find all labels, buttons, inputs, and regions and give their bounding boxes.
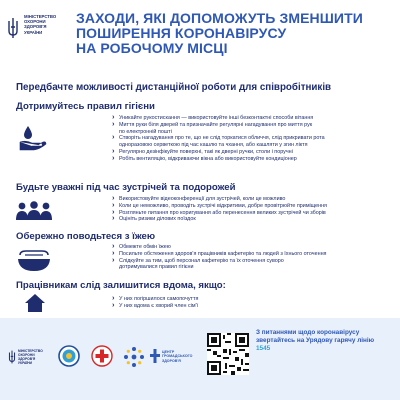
stay-home-list <box>112 296 397 310</box>
meetings-list <box>112 196 397 223</box>
hygiene-list <box>112 115 397 163</box>
list-item: › Уникайте рукостискання — використовуйте інші безконтактні способи вітання <box>112 115 397 122</box>
hand-wash-icon <box>18 124 48 152</box>
trident-icon <box>7 17 19 39</box>
home-icon <box>24 293 46 313</box>
list-item: › Обмежте обмін їжею <box>112 244 397 251</box>
page-title: ЗАХОДИ, ЯКІ ДОПОМОЖУТЬ ЗМЕНШИТИ ПОШИРЕННЯ КОРОНАВІРУСУ НА РОБОЧОМУ МІСЦІ <box>76 10 363 56</box>
food-bowl-icon <box>16 249 52 273</box>
qr-code-icon[interactable] <box>207 333 249 375</box>
hotline-text: З питаннями щодо коронавірусу звертайтесь на Урядову гарячу лінію 1545 <box>256 329 375 352</box>
public-health-center-logo <box>58 345 80 367</box>
red-cross-logo <box>91 345 113 367</box>
intro-heading: Передбачте можливості дистанційної роботи для співробітників <box>16 82 332 93</box>
food-list <box>112 244 397 271</box>
list-item: › Робіть вентиляцію, відкриваючи вікна або використовуйте кондиціонер <box>112 156 397 163</box>
who-star-logo <box>122 345 146 369</box>
section-heading-food: Обережно поводьтеся з їжею <box>16 231 156 242</box>
list-item: › Розгляньте питання про коригування або перенесення великих зустрічей чи зборів <box>112 210 397 217</box>
list-item: › Оцініть ризики ділових поїздок <box>112 216 397 223</box>
list-item: › Створіть нагадування про те, що не слід торкатися обличчя, слід прикривати рота одноразовою серветкою під час кашлю та чхання, або кашляти у згин ліктя <box>112 135 397 149</box>
ministry-name: МІНІСТЕРСТВО ОХОРОНИ ЗДОРОВ'Я УКРАЇНИ <box>24 14 57 35</box>
list-item: › Миття руки біля дверей та призначайте регулярні нагадування про миття рук по електронній пошті <box>112 122 397 136</box>
public-health-logo: ЦЕНТР ГРОМАДСЬКОГО ЗДОРОВ'Я <box>162 350 193 363</box>
meeting-people-icon <box>14 200 54 222</box>
public-health-mark-icon <box>150 349 160 363</box>
list-item: › Коли це неможливо, проводіть зустрічі відкритими, добре провітрюйте приміщення <box>112 203 397 210</box>
list-item: › Посильте обстеження здоров'я працівників кафетерію та людей з їхнього оточення <box>112 251 397 258</box>
section-heading-hygiene: Дотримуйтесь правил гігієни <box>16 101 155 112</box>
list-item: › Використовуйте відеоконференції для зустрічей, коли це можливо <box>112 196 397 203</box>
hotline-number[interactable]: 1545 <box>256 345 271 352</box>
list-item: › У них погіршилося самопочуття <box>112 296 397 303</box>
list-item: › Регулярно дезінфікуйте поверхні, такі як дверні ручки, столи і поручні <box>112 149 397 156</box>
section-heading-stay-home: Працівникам слід залишитися вдома, якщо: <box>16 280 226 291</box>
footer-ministry-logo: МІНІСТЕРСТВО ОХОРОНИ ЗДОРОВ'Я УКРАЇНИ <box>18 349 43 365</box>
footer-trident-icon <box>8 350 16 364</box>
list-item: › Слідкуйте за тим, щоб персонал кафетерію та їх оточення суворо дотримувалися правил гігієни <box>112 258 397 272</box>
section-heading-meetings: Будьте уважні під час зустрічей та подорожей <box>16 182 236 193</box>
list-item: › У них вдома є хворий член сім'ї <box>112 303 397 310</box>
